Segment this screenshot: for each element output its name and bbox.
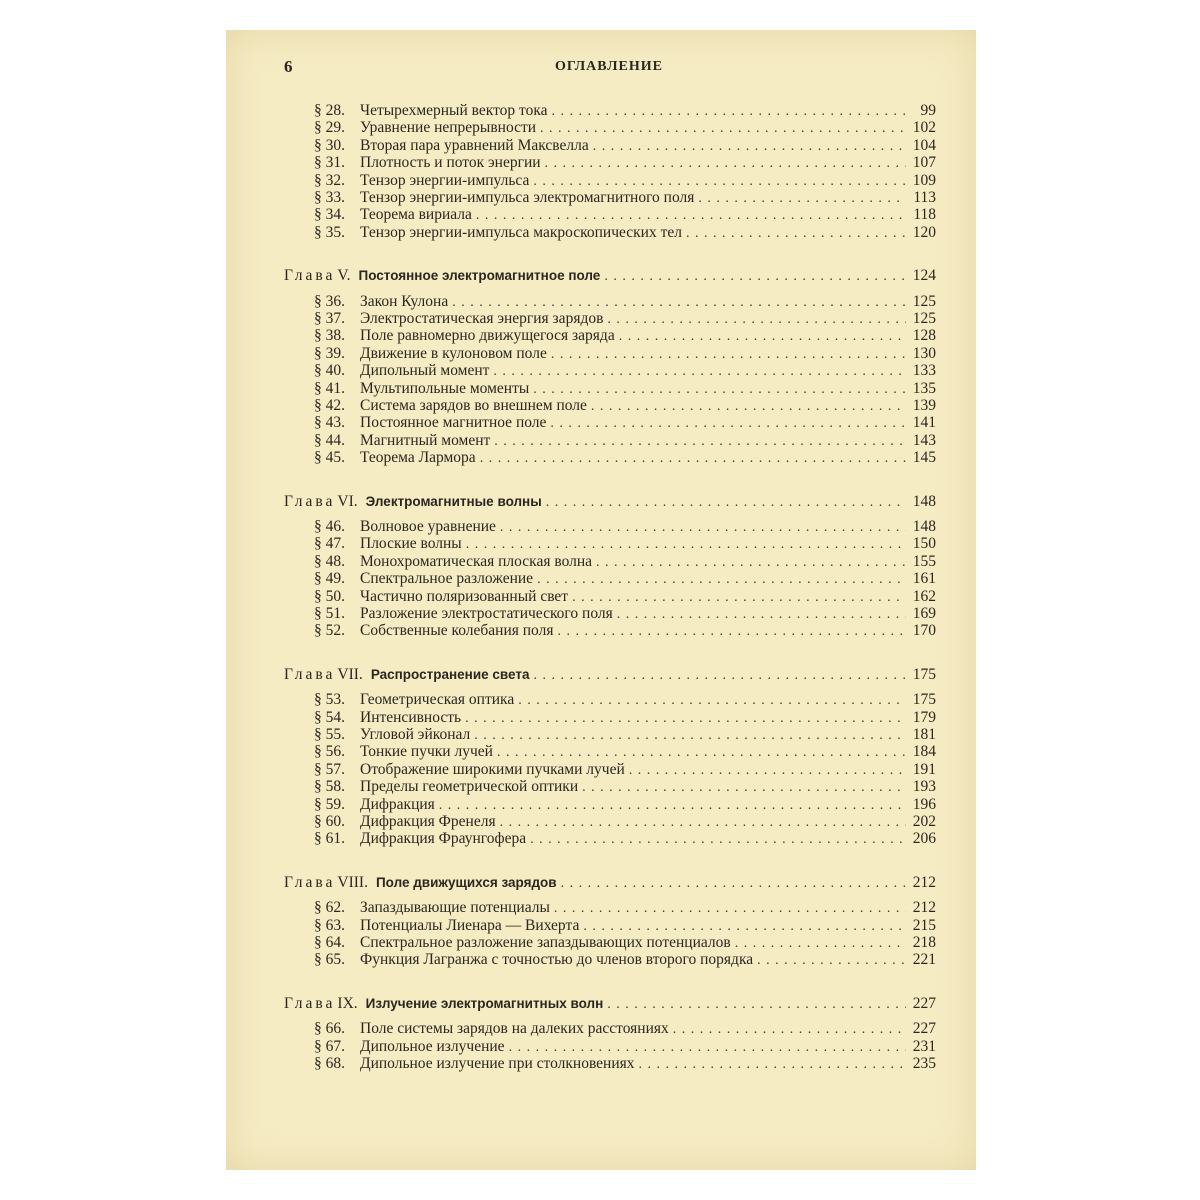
section-entry xyxy=(314,310,936,328)
chapter-number: V. xyxy=(337,267,351,285)
section-number: § 56. xyxy=(314,743,345,761)
dot-leader xyxy=(546,494,906,512)
section-entry xyxy=(314,622,936,640)
page-ref: 169 xyxy=(912,605,936,622)
dot-leader xyxy=(582,779,906,797)
chapter-entry xyxy=(284,267,936,285)
page-ref: 124 xyxy=(912,267,936,285)
section-title: Мультипольные моменты xyxy=(360,379,530,397)
page-ref: 113 xyxy=(913,189,936,206)
page-ref: 235 xyxy=(912,1055,936,1072)
chapter-label: Глава xyxy=(284,665,336,683)
dot-leader xyxy=(466,536,906,554)
section-entry xyxy=(314,588,936,606)
chapter-title: Электромагнитные волны xyxy=(365,493,542,509)
section-number: § 40. xyxy=(314,362,345,380)
section-number: § 60. xyxy=(314,813,345,830)
page-title: ОГЛАВЛЕНИЕ xyxy=(555,59,663,74)
section-title: Дипольное излучение при столкновениях xyxy=(360,1055,635,1072)
section-title: Волновое уравнение xyxy=(360,518,496,535)
chapter-label: Глава xyxy=(284,994,336,1012)
section-entry xyxy=(314,951,936,969)
page-ref: 125 xyxy=(912,292,936,310)
page-ref: 175 xyxy=(912,665,936,683)
section-title: Запаздывающие потенциалы xyxy=(360,899,550,917)
section-title: Плотность и поток энергии xyxy=(360,154,541,172)
chapter-title: Поле движущихся зарядов xyxy=(375,874,557,890)
section-entry xyxy=(314,796,936,814)
dot-leader xyxy=(550,415,906,433)
dot-leader xyxy=(465,710,906,728)
section-entry xyxy=(314,189,936,207)
section-number: § 53. xyxy=(314,691,345,709)
dot-leader xyxy=(639,1056,906,1074)
page-ref: 133 xyxy=(912,362,936,380)
section-entry xyxy=(314,1020,936,1038)
section-title: Поле равномерно движущегося заряда xyxy=(360,327,615,345)
page-ref: 212 xyxy=(912,899,936,917)
section-title: Электростатическая энергия зарядов xyxy=(360,310,604,327)
dot-leader xyxy=(673,1021,906,1039)
section-number: § 30. xyxy=(314,136,345,154)
section-number: § 46. xyxy=(314,518,345,535)
dot-leader xyxy=(439,797,906,815)
section-title: Вторая пара уравнений Максвелла xyxy=(360,136,589,154)
page-ref: 162 xyxy=(912,587,936,605)
section-entry xyxy=(314,345,936,363)
page-number: 6 xyxy=(284,57,293,76)
page-ref: 155 xyxy=(912,552,936,570)
section-entry xyxy=(314,206,936,224)
section-title: Геометрическая оптика xyxy=(360,691,515,709)
chapter-label: Глава xyxy=(284,492,336,510)
section-number: § 51. xyxy=(314,605,345,622)
section-entry xyxy=(314,761,936,779)
page-ref: 181 xyxy=(912,726,936,743)
page-ref: 128 xyxy=(912,327,936,345)
dot-leader xyxy=(757,952,906,970)
section-number: § 47. xyxy=(314,535,345,553)
section-title: Пределы геометрической оптики xyxy=(360,778,579,796)
dot-leader xyxy=(686,225,906,243)
section-title: Тензор энергии-импульса макроскопических тел xyxy=(360,223,682,241)
chapter-title: Распространение света xyxy=(370,666,530,682)
section-title: Дипольное излучение xyxy=(360,1037,505,1055)
section-entry xyxy=(314,362,936,380)
page-ref: 130 xyxy=(912,344,936,362)
dot-leader xyxy=(480,450,906,468)
section-entry xyxy=(314,397,936,415)
dot-leader xyxy=(596,554,906,572)
section-title: Теорема вириала xyxy=(360,206,472,224)
section-title: Тензор энергии-импульса xyxy=(360,171,530,189)
dot-leader xyxy=(545,155,906,173)
chapter-title: Постоянное электромагнитное поле xyxy=(358,268,601,284)
section-number: § 64. xyxy=(314,934,345,951)
page-ref: 170 xyxy=(912,622,936,640)
page-ref: 141 xyxy=(912,414,936,432)
section-entry xyxy=(314,813,936,831)
section-entry xyxy=(314,1038,936,1056)
page-ref: 218 xyxy=(912,934,936,951)
chapter-entry xyxy=(284,995,936,1013)
section-title: Уравнение непрерывности xyxy=(360,119,537,137)
section-entry xyxy=(314,934,936,952)
section-entry xyxy=(314,778,936,796)
section-title: Спектральное разложение запаздывающих потенциалов xyxy=(360,934,731,951)
section-title: Плоские волны xyxy=(360,535,462,553)
dot-leader xyxy=(604,268,906,286)
section-number: § 33. xyxy=(314,189,345,206)
page-header xyxy=(284,57,934,81)
section-number: § 48. xyxy=(314,552,345,570)
section-title: Дифракция xyxy=(360,795,435,813)
dot-leader xyxy=(607,311,906,329)
section-number: § 43. xyxy=(314,414,345,432)
section-title: Дифракция Фраунгофера xyxy=(360,830,527,848)
section-number: § 45. xyxy=(314,449,345,467)
section-title: Поле системы зарядов на далеких расстояниях xyxy=(360,1020,669,1038)
page-ref: 145 xyxy=(912,449,936,467)
section-number: § 34. xyxy=(314,206,345,224)
page-ref: 99 xyxy=(920,102,936,119)
section-entry xyxy=(314,553,936,571)
section-title: Интенсивность xyxy=(360,708,462,726)
dot-leader xyxy=(476,207,906,225)
section-number: § 28. xyxy=(314,102,345,119)
section-entry xyxy=(314,154,936,172)
section-entry xyxy=(314,899,936,917)
page-ref: 221 xyxy=(912,951,936,969)
page-ref: 202 xyxy=(912,813,936,830)
page-ref: 102 xyxy=(912,119,936,137)
dot-leader xyxy=(735,935,906,953)
section-entry xyxy=(314,830,936,848)
section-number: § 63. xyxy=(314,916,345,934)
section-entry xyxy=(314,709,936,727)
page-ref: 109 xyxy=(912,171,936,189)
section-title: Спектральное разложение xyxy=(360,570,534,588)
section-entry xyxy=(314,726,936,744)
section-title: Тонкие пучки лучей xyxy=(360,743,493,761)
dot-leader xyxy=(500,814,906,832)
section-number: § 37. xyxy=(314,310,345,327)
section-number: § 39. xyxy=(314,344,345,362)
section-title: Функция Лагранжа с точностью до членов второго порядка xyxy=(360,951,754,969)
page-ref: 212 xyxy=(912,873,936,891)
section-entry xyxy=(314,172,936,190)
dot-leader xyxy=(500,519,906,537)
page-ref: 143 xyxy=(912,431,936,449)
dot-leader xyxy=(533,173,906,191)
section-title: Движение в кулоновом поле xyxy=(360,344,547,362)
section-entry xyxy=(314,535,936,553)
dot-leader xyxy=(452,294,906,312)
section-entry xyxy=(314,119,936,137)
dot-leader xyxy=(537,571,906,589)
section-title: Четырехмерный вектор тока xyxy=(360,102,548,119)
section-title: Собственные колебания поля xyxy=(360,622,554,640)
section-title: Дипольный момент xyxy=(360,362,490,380)
chapter-entry xyxy=(284,874,936,892)
section-number: § 31. xyxy=(314,154,345,172)
chapter-number: VII. xyxy=(337,665,363,683)
page-ref: 227 xyxy=(912,1020,936,1038)
page-ref: 161 xyxy=(912,570,936,588)
section-number: § 52. xyxy=(314,622,345,640)
section-title: Разложение электростатического поля xyxy=(360,605,613,622)
section-number: § 42. xyxy=(314,397,345,414)
section-title: Постоянное магнитное поле xyxy=(360,414,547,432)
chapter-entry xyxy=(284,666,936,684)
page-ref: 206 xyxy=(912,830,936,848)
dot-leader xyxy=(617,606,906,624)
page-ref: 135 xyxy=(912,379,936,397)
section-title: Система зарядов во внешнем поле xyxy=(360,397,587,414)
section-number: § 32. xyxy=(314,171,345,189)
page-ref: 107 xyxy=(912,154,936,172)
section-number: § 66. xyxy=(314,1020,345,1038)
section-title: Закон Кулона xyxy=(360,292,449,310)
section-entry xyxy=(314,605,936,623)
dot-leader xyxy=(698,190,906,208)
book-page xyxy=(226,30,976,1170)
dot-leader xyxy=(551,346,906,364)
section-number: § 65. xyxy=(314,951,345,969)
section-number: § 29. xyxy=(314,119,345,137)
dot-leader xyxy=(530,831,906,849)
section-entry xyxy=(314,570,936,588)
section-title: Монохроматическая плоская волна xyxy=(360,552,593,570)
page-ref: 148 xyxy=(912,518,936,535)
section-number: § 55. xyxy=(314,726,345,743)
section-title: Угловой эйконал xyxy=(360,726,471,743)
dot-leader xyxy=(557,623,906,641)
section-number: § 41. xyxy=(314,379,345,397)
chapter-label: Глава xyxy=(284,873,336,891)
dot-leader xyxy=(540,120,906,138)
dot-leader xyxy=(509,1039,906,1057)
chapter-number: VI. xyxy=(337,492,358,510)
dot-leader xyxy=(552,103,906,121)
section-entry xyxy=(314,380,936,398)
section-title: Отображение широкими пучками лучей xyxy=(360,760,625,778)
dot-leader xyxy=(474,727,906,745)
section-entry xyxy=(314,414,936,432)
section-title: Теорема Лармора xyxy=(360,449,476,467)
page-ref: 104 xyxy=(912,136,936,154)
chapter-number: VIII. xyxy=(337,873,368,891)
dot-leader xyxy=(593,138,906,156)
section-entry xyxy=(314,327,936,345)
chapter-number: IX. xyxy=(337,994,358,1012)
section-number: § 38. xyxy=(314,327,345,345)
section-title: Дифракция Френеля xyxy=(360,813,496,830)
section-entry xyxy=(314,691,936,709)
section-entry xyxy=(314,449,936,467)
section-number: § 57. xyxy=(314,760,345,778)
dot-leader xyxy=(554,900,906,918)
section-number: § 49. xyxy=(314,570,345,588)
dot-leader xyxy=(629,762,906,780)
section-entry xyxy=(314,743,936,761)
chapter-title: Излучение электромагнитных волн xyxy=(365,995,604,1011)
dot-leader xyxy=(591,398,906,416)
dot-leader xyxy=(494,433,906,451)
section-entry xyxy=(314,224,936,242)
page-ref: 215 xyxy=(912,916,936,934)
section-entry xyxy=(314,137,936,155)
section-entry xyxy=(314,432,936,450)
section-number: § 61. xyxy=(314,830,345,848)
section-entry xyxy=(314,518,936,536)
page-ref: 139 xyxy=(912,397,936,414)
section-entry xyxy=(314,293,936,311)
dot-leader xyxy=(533,381,906,399)
section-number: § 68. xyxy=(314,1055,345,1072)
page-ref: 227 xyxy=(912,994,936,1012)
section-number: § 35. xyxy=(314,223,345,241)
page-ref: 150 xyxy=(912,535,936,553)
page-ref: 231 xyxy=(912,1037,936,1055)
dot-leader xyxy=(607,996,906,1014)
section-number: § 54. xyxy=(314,708,345,726)
page-ref: 120 xyxy=(912,223,936,241)
page-ref: 193 xyxy=(912,778,936,796)
dot-leader xyxy=(533,667,906,685)
chapter-label: Глава xyxy=(284,267,336,285)
page-ref: 196 xyxy=(912,795,936,813)
dot-leader xyxy=(493,363,906,381)
page-ref: 125 xyxy=(912,310,936,327)
section-entry xyxy=(314,1055,936,1073)
section-title: Магнитный момент xyxy=(360,431,491,449)
section-number: § 59. xyxy=(314,795,345,813)
page-ref: 179 xyxy=(912,708,936,726)
dot-leader xyxy=(572,589,906,607)
section-title: Частично поляризованный свет xyxy=(360,587,569,605)
dot-leader xyxy=(497,744,906,762)
section-entry xyxy=(314,917,936,935)
section-number: § 62. xyxy=(314,899,345,917)
page-ref: 175 xyxy=(912,691,936,709)
section-entry xyxy=(314,102,936,120)
dot-leader xyxy=(561,875,906,893)
page-ref: 118 xyxy=(913,206,936,224)
section-number: § 67. xyxy=(314,1037,345,1055)
section-number: § 58. xyxy=(314,778,345,796)
dot-leader xyxy=(583,918,906,936)
dot-leader xyxy=(518,692,906,710)
page-ref: 191 xyxy=(912,760,936,778)
section-number: § 50. xyxy=(314,587,345,605)
section-number: § 36. xyxy=(314,292,345,310)
chapter-entry xyxy=(284,493,936,511)
page-ref: 184 xyxy=(912,743,936,761)
page-ref: 148 xyxy=(912,492,936,510)
section-number: § 44. xyxy=(314,431,345,449)
section-title: Тензор энергии-импульса электромагнитного поля xyxy=(360,189,695,206)
section-title: Потенциалы Лиенара — Вихерта xyxy=(360,916,580,934)
dot-leader xyxy=(619,328,906,346)
